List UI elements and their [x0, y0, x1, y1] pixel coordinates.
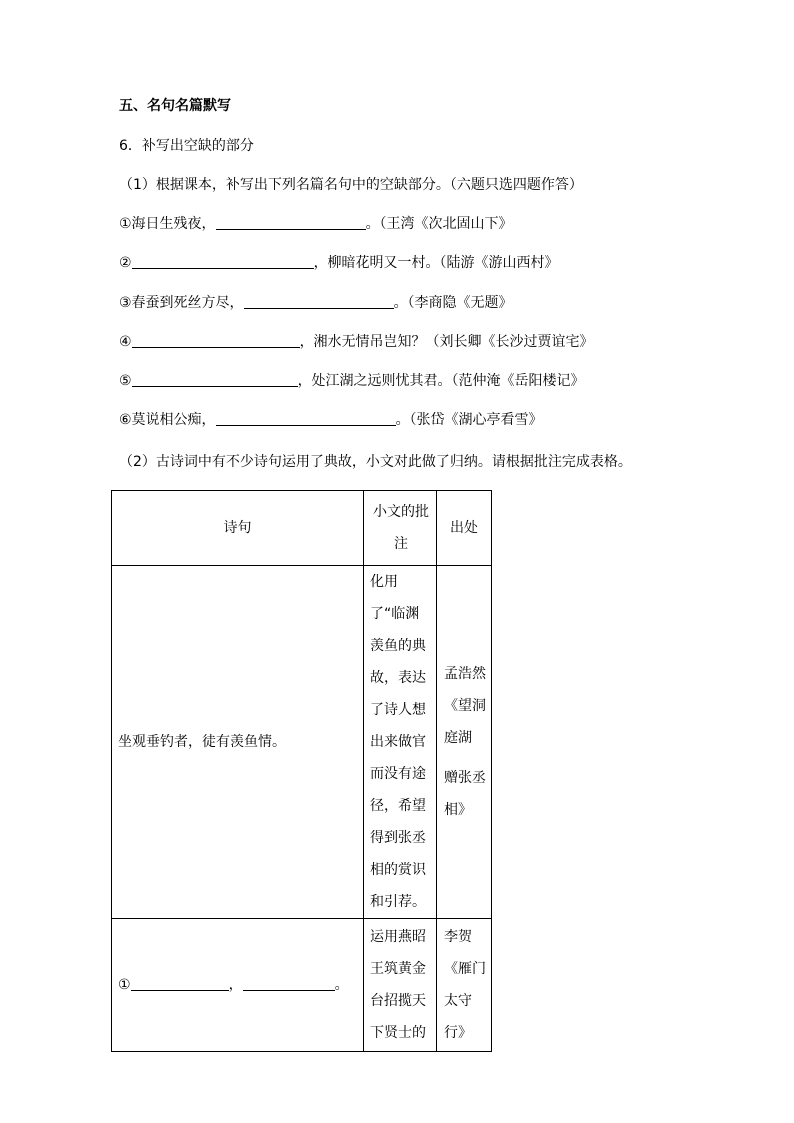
- note-cell: [364, 566, 437, 919]
- answer-blank[interactable]: [244, 294, 394, 309]
- fill-item-5: [119, 371, 585, 391]
- verse-prefix: ①: [118, 977, 131, 993]
- answer-blank[interactable]: [216, 215, 366, 230]
- fill-item-1: [119, 214, 513, 234]
- table-header-row: [112, 491, 492, 566]
- fill-item-suffix: ，柳暗花明又一村。（陆游《游山西村》: [313, 255, 559, 271]
- source-cell: [437, 566, 492, 919]
- part2-instruction: （2）古诗词中有不少诗句运用了典故，小文对此做了归纳。请根据批注完成表格。: [119, 454, 632, 470]
- answer-blank[interactable]: [131, 976, 229, 991]
- table-row: [112, 566, 492, 919]
- allusion-table: [111, 490, 492, 1052]
- header-verse: 诗句: [112, 491, 364, 566]
- note-text: 化用了“临渊羡鱼的典故，表达了诗人想出来做官而没有途径，希望得到张丞相的赏识和引荐。: [370, 574, 426, 910]
- fill-item-prefix: ②: [119, 255, 132, 271]
- fill-item-2: [119, 253, 559, 273]
- source-text-2: 赠张丞相》: [444, 770, 486, 818]
- fill-item-prefix: ①海日生残夜，: [119, 216, 216, 232]
- header-note-text: 小文的批注: [373, 504, 429, 552]
- fill-item-suffix: ，处江湖之远则忧其君。（范仲淹《岳阳楼记》: [297, 373, 585, 389]
- section-title: 五、名句名篇默写: [119, 98, 231, 114]
- fill-item-4: [119, 332, 594, 352]
- verse-cell: 坐观垂钓者，徒有羡鱼情。: [112, 566, 364, 919]
- header-source: 出处: [437, 491, 492, 566]
- header-note: [364, 491, 437, 566]
- fill-item-suffix: 。（张岱《湖心亭看雪》: [395, 412, 543, 428]
- note-cell: [364, 919, 437, 1052]
- table-row: [112, 919, 492, 1052]
- answer-blank[interactable]: [243, 976, 335, 991]
- fill-item-suffix: ，湘水无情吊岂知？（刘长卿《长沙过贾谊宅》: [299, 334, 594, 350]
- verse-end: 。: [334, 977, 349, 993]
- fill-item-prefix: ④: [119, 334, 132, 350]
- fill-item-prefix: ⑥莫说相公痴，: [119, 412, 216, 428]
- answer-blank[interactable]: [132, 333, 300, 348]
- answer-blank[interactable]: [216, 411, 396, 426]
- fill-item-suffix: 。（王湾《次北固山下》: [365, 216, 513, 232]
- verse-separator: ，: [228, 977, 243, 993]
- answer-blank[interactable]: [132, 254, 314, 269]
- verse-cell: [112, 919, 364, 1052]
- source-cell: [437, 919, 492, 1052]
- part1-instruction: （1）根据课本，补写出下列名篇名句中的空缺部分。（六题只选四题作答）: [119, 177, 583, 193]
- question-title: 6．补写出空缺的部分: [119, 138, 254, 154]
- fill-item-6: [119, 410, 543, 430]
- note-text: 运用燕昭王筑黄金台招揽天下贤士的: [370, 929, 426, 1041]
- source-text: 李贺《雁门太守行》: [444, 929, 486, 1041]
- fill-item-prefix: ③春蚕到死丝方尽，: [119, 295, 244, 311]
- source-text-1: 孟浩然《望洞庭湖: [444, 666, 486, 746]
- answer-blank[interactable]: [132, 372, 298, 387]
- fill-item-prefix: ⑤: [119, 373, 132, 389]
- fill-item-3: [119, 293, 513, 313]
- fill-item-suffix: 。（李商隐《无题》: [393, 295, 513, 311]
